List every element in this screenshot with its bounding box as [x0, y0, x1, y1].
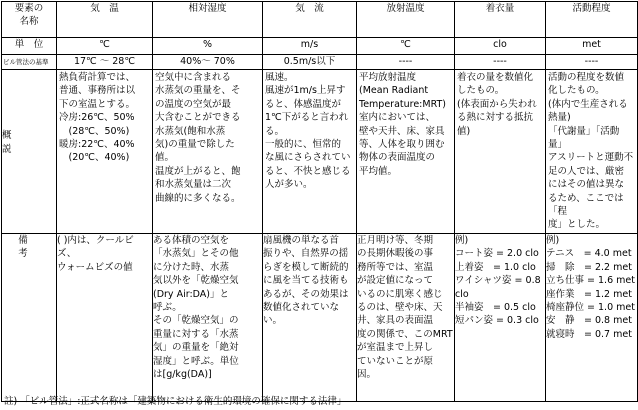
remarks-clothing: 例) コート姿 = 2.0 clo 上着姿 = 1.0 clo ワイシャツ姿 = 0.8 clo 半袖姿 = 0.5 clo 短パン姿 = 0.3 clo: [455, 233, 546, 401]
header-radiant-temp: 放射温度: [357, 2, 455, 38]
overview-clothing: 着衣の量を数値化 したもの。 (体表面から失われ る熱に対する抵抗 値): [457, 72, 537, 137]
header-airflow: 気 流: [263, 2, 357, 38]
unit-radiant-temp: ℃: [357, 38, 455, 55]
remarks-airflow: 扇風機の単なる首 振りや、自然界の揺 らぎを模して断続的 に風を当てる技術も あるが、その効果は 数値化されていな い。: [263, 233, 357, 401]
standard-temperature: 17℃ ～ 28℃: [57, 55, 152, 70]
remarks-temperature: ( )内は、クールビズ、 ウォームビズの値: [57, 233, 153, 401]
unit-clothing: clo: [455, 38, 546, 55]
building-law-standard-label: ビル管法の基準: [2, 55, 56, 70]
header-activity: 活動程度: [546, 2, 638, 38]
remarks-radiant-temp: 正月明け等、冬期 の長期休暇後の事 務所等では、室温 が設定値になって いるのに肌寒く感じ るのは、壁や床、天 井、家具の表面温 度の関係で、このMRT が室温まで上昇し ていないことが原 因。: [357, 233, 455, 401]
overview-radiant-temp: 平均放射温度 (Mean Radiant Temperature:MRT) 室内においては、 壁や天井、床、家具 等、人体を取り囲む 物体の表面温度の 平均値。: [359, 72, 446, 177]
unit-humidity: %: [153, 38, 263, 55]
footnote: 註) 「ビル管法」:正式名称は「建築物における衛生的環境の確保に関する法律」: [4, 396, 347, 407]
remarks-label: 備 考: [2, 233, 57, 401]
overview-temperature: 熱負荷計算では、 普通、事務所は以 下の室温とする。 冷房:26℃、50% (28℃、50%) 暖房:22℃、40% (20℃、40%): [59, 72, 136, 164]
overview-activity-cell: [546, 55, 638, 234]
standard-clothing: ----: [455, 55, 545, 70]
overview-row: [2, 55, 638, 234]
unit-temperature: ℃: [57, 38, 153, 55]
standard-humidity: 40%～ 70%: [153, 55, 262, 70]
units-label: 単 位: [2, 38, 57, 55]
comfort-factors-table: [1, 1, 638, 402]
unit-activity: met: [546, 38, 638, 55]
standard-airflow: 0.5m/s以下: [263, 55, 356, 70]
overview-clothing-cell: [455, 55, 546, 234]
remarks-activity: 例) テニス = 4.0 met 掃 除 = 2.2 met 立ち仕事 = 1.6 met 座作業 = 1.2 met 椅座静位 = 1.0 met 安 静 = 0.8 met 就寝時 = 0.7 met: [546, 233, 638, 401]
standard-activity: ----: [546, 55, 637, 70]
remarks-row: [2, 233, 638, 401]
unit-airflow: m/s: [263, 38, 357, 55]
header-row: [2, 2, 638, 38]
remarks-humidity: ある体積の空気を 「水蒸気」とその他 に分けた時、水蒸 気以外を「乾燥空気 (Dry Air:DA)」と 呼ぶ。 その「乾燥空気」の 重量に対する「水蒸 気」の重量を「絶対 湿度」と呼ぶ。単位 は[g/kg(DA)]: [153, 233, 263, 401]
corner-header: 要素の 名称: [2, 2, 57, 38]
overview-label-cell: [2, 55, 57, 234]
header-clothing: 着衣量: [455, 2, 546, 38]
overview-humidity-cell: [153, 55, 263, 234]
overview-airflow-cell: [263, 55, 357, 234]
overview-activity: 活動の程度を数値 化したもの。 (体内で生産される 熱量) 「代謝量」「活動量」 アスリートと運動不 足の人では、厳密 にはその値は異な るため、ここでは「程 度」とした。: [548, 72, 634, 231]
overview-label: 概 説: [2, 130, 24, 155]
overview-temperature-cell: [57, 55, 153, 234]
standard-radiant-temp: ----: [357, 55, 454, 70]
units-row: [2, 38, 638, 55]
overview-airflow: 風速。 風速が1m/s上昇す ると、体感温度が 1℃下がると言われ る。 一般的に、恒常的 な風にさらされてい ると、不快と感じる 人が多い。: [265, 72, 351, 191]
overview-radiant-temp-cell: [357, 55, 455, 234]
overview-humidity: 空気中に含まれる 水蒸気の重量を、そ の温度の空気が最 大含むことができる 水蒸気(飽和水蒸 気)の重量で除した 値。 温度が上がると、飽 和水蒸気量は二次 曲線的に多くなる。: [155, 72, 241, 204]
header-temperature: 気 温: [57, 2, 153, 38]
header-humidity: 相対湿度: [153, 2, 263, 38]
